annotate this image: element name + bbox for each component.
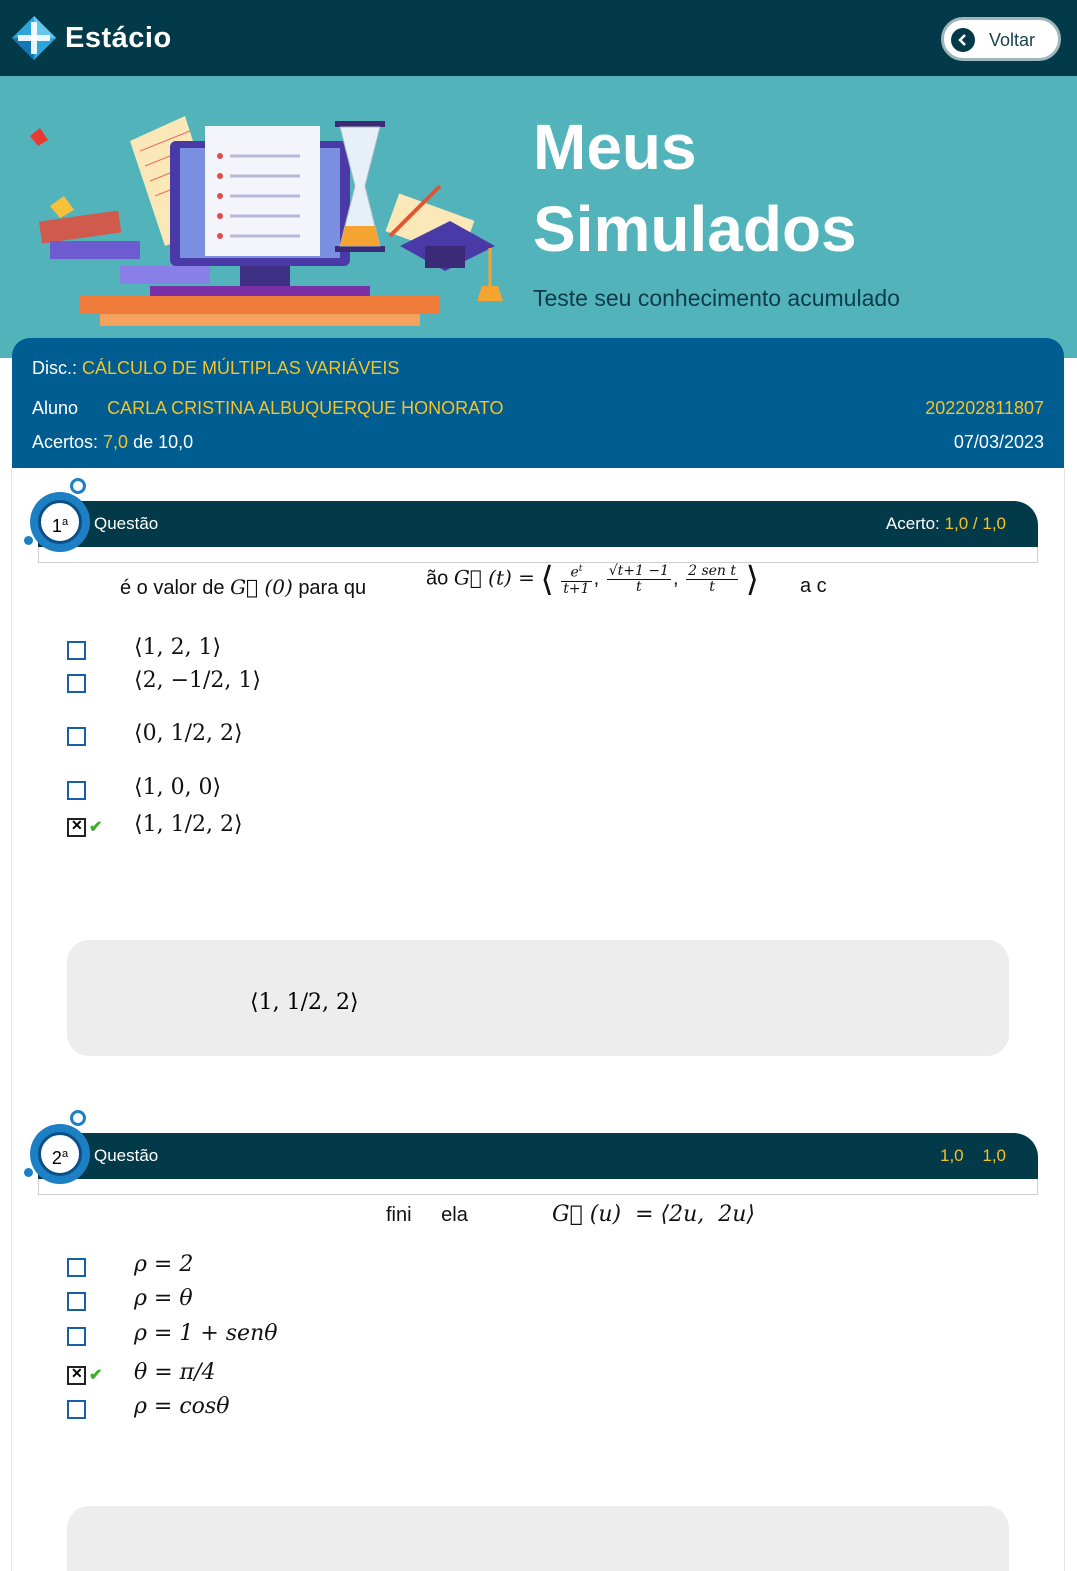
question-2-answer-box [67,1506,1009,1571]
option-value: ⟨2, −1/2, 1⟩ [134,668,261,693]
question-1-answer-box [67,940,1009,1056]
option-value: ⟨0, 1/2, 2⟩ [134,721,243,746]
student-row [32,398,1044,419]
option-value: ⟨1, 1/2, 2⟩ [134,812,243,837]
question-1-score-sep: / [972,514,978,533]
hits-row [32,432,1044,453]
question-2-score-total: 1,0 [982,1146,1006,1165]
question-2-option-5[interactable] [67,1394,867,1440]
question-1-score-label: Acerto: [885,514,940,533]
option-checkbox[interactable] [67,674,86,693]
question-1-statement-tail: a c [800,575,827,597]
question-1-header [38,501,1038,547]
option-checkbox[interactable] [67,1327,86,1346]
hero-banner [0,76,1077,358]
option-checkbox[interactable] [67,727,86,746]
option-value: θ = π/4 [134,1360,216,1385]
study-illustration [20,96,520,346]
option-value: ρ = cosθ [134,1394,230,1419]
question-1-badge [28,490,94,556]
hits-total: de 10,0 [133,432,194,452]
correct-check-icon: ✔ [89,819,103,836]
question-1-option-3[interactable] [67,721,867,767]
question-2-number: 2$^a$ [38,1132,82,1176]
discipline-label: Disc.: [32,358,77,378]
question-1-score-total: 1,0 [982,514,1006,533]
question-1-number: 1$^a$ [38,500,82,544]
exam-info-panel [12,338,1064,468]
option-value: ρ = 1 + senθ [134,1321,278,1346]
question-2-statement: fini ela [386,1204,468,1226]
question-2-score [940,1146,1006,1166]
question-2-label: Questão [94,1146,159,1165]
student-id: 202202811807 [925,398,1044,418]
option-checkbox[interactable] [67,641,86,660]
student-name: CARLA CRISTINA ALBUQUERQUE HONORATO [107,398,504,418]
title-line-1: Meus [533,111,697,183]
option-value: ρ = 2 [134,1252,194,1277]
option-checkbox[interactable] [67,1258,86,1277]
back-button[interactable] [941,17,1061,61]
hits-value: 7,0 [103,432,129,452]
question-2-score-value: 1,0 [939,1146,964,1165]
question-1-divider [38,547,1038,563]
question-1-score [886,514,1006,534]
option-checkbox[interactable] [67,1400,86,1419]
question-1-statement: é o valor de G⃗ (0) para qu [120,575,367,599]
chevron-left-icon [951,28,975,52]
discipline-row [32,358,1044,379]
hits-label: Acertos: [32,432,99,452]
question-1-function: ão G⃗ (t) = ⟨ $\frac{e^t}{t+1}$ , $\frac{√t+1 -1}{t}$ , $\frac{\text{2 sen t}}{t}$ ⟩ [426,560,759,599]
top-bar [0,0,1077,76]
option-value: ρ = θ [134,1286,193,1311]
question-1-answer: ⟨1, 1/2, 2⟩ [250,990,359,1015]
question-2-divider [38,1179,1038,1195]
option-value: ⟨1, 2, 1⟩ [134,635,222,660]
option-checkbox-marked[interactable] [67,818,86,837]
question-1-option-2[interactable] [67,668,867,714]
question-2-header [38,1133,1038,1179]
question-2-function: G⃗ (u) = ⟨2u, 2u⟩ [552,1202,755,1227]
question-1-score-value: 1,0 [944,514,969,533]
exam-date: 07/03/2023 [953,432,1044,452]
discipline-value: CÁLCULO DE MÚLTIPLAS VARIÁVEIS [82,358,400,378]
page-title [533,106,1053,270]
option-checkbox-marked[interactable] [67,1366,86,1385]
estacio-logo-icon [10,14,58,62]
option-checkbox[interactable] [67,781,86,800]
back-label: Voltar [989,30,1036,50]
question-1-option-5[interactable] [67,812,867,858]
option-checkbox[interactable] [67,1292,86,1311]
page-subtitle: Teste seu conhecimento acumulado [533,285,900,311]
question-1-label: Questão [94,514,159,533]
title-line-2: Simulados [533,193,857,265]
correct-check-icon: ✔ [89,1367,103,1384]
question-2-badge [28,1122,94,1188]
option-value: ⟨1, 0, 0⟩ [134,775,222,800]
student-label: Aluno [32,398,79,418]
brand-name: Estácio [65,22,172,54]
